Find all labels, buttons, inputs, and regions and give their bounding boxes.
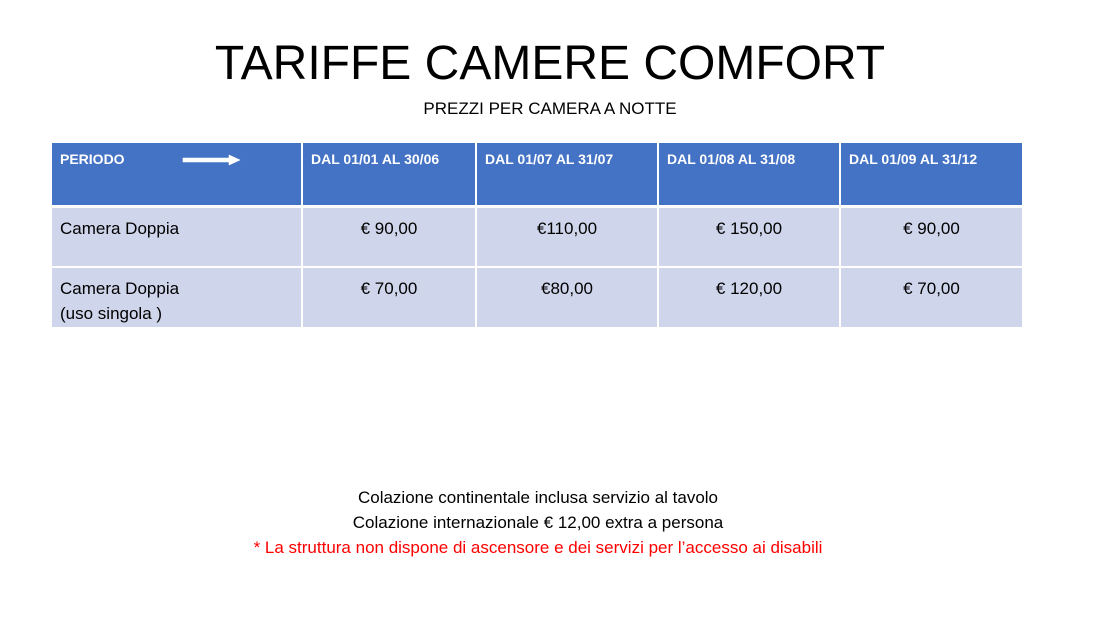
page-subtitle: PREZZI PER CAMERA A NOTTE (423, 99, 677, 118)
breakfast-note: Colazione continentale inclusa servizio al tavolo (357, 488, 719, 507)
room-type-note: (uso singola ) (60, 304, 163, 323)
room-type-label: Camera Doppia (60, 279, 180, 298)
table-row (52, 267, 1022, 328)
room-type-cell (52, 206, 302, 267)
table-row (52, 206, 1022, 267)
header-cell-period-3: DAL 01/08 AL 31/08 (658, 143, 840, 206)
table-header-row (52, 143, 1022, 206)
room-type-cell (52, 267, 302, 328)
header-cell-periodo (52, 143, 302, 206)
room-type-label: Camera Doppia (60, 218, 180, 238)
price-cell: €80,00 (476, 267, 658, 328)
price-cell: € 70,00 (302, 267, 476, 328)
rates-table (52, 143, 1022, 329)
accessibility-warning: * La struttura non dispone di ascensore e dei servizi per l’accesso ai disabili (253, 538, 823, 557)
price-cell: € 120,00 (658, 267, 840, 328)
international-breakfast-note: Colazione internazionale € 12,00 extra a persona (352, 513, 724, 532)
periodo-label: PERIODO (60, 151, 125, 167)
price-cell: € 90,00 (840, 206, 1022, 267)
price-cell: € 90,00 (302, 206, 476, 267)
page-title: TARIFFE CAMERE COMFORT (214, 37, 886, 90)
price-cell: € 70,00 (840, 267, 1022, 328)
price-cell: € 150,00 (658, 206, 840, 267)
arrow-right-icon (182, 154, 242, 166)
header-cell-period-4: DAL 01/09 AL 31/12 (840, 143, 1022, 206)
header-cell-period-1: DAL 01/01 AL 30/06 (302, 143, 476, 206)
header-cell-period-2: DAL 01/07 AL 31/07 (476, 143, 658, 206)
price-cell: €110,00 (476, 206, 658, 267)
